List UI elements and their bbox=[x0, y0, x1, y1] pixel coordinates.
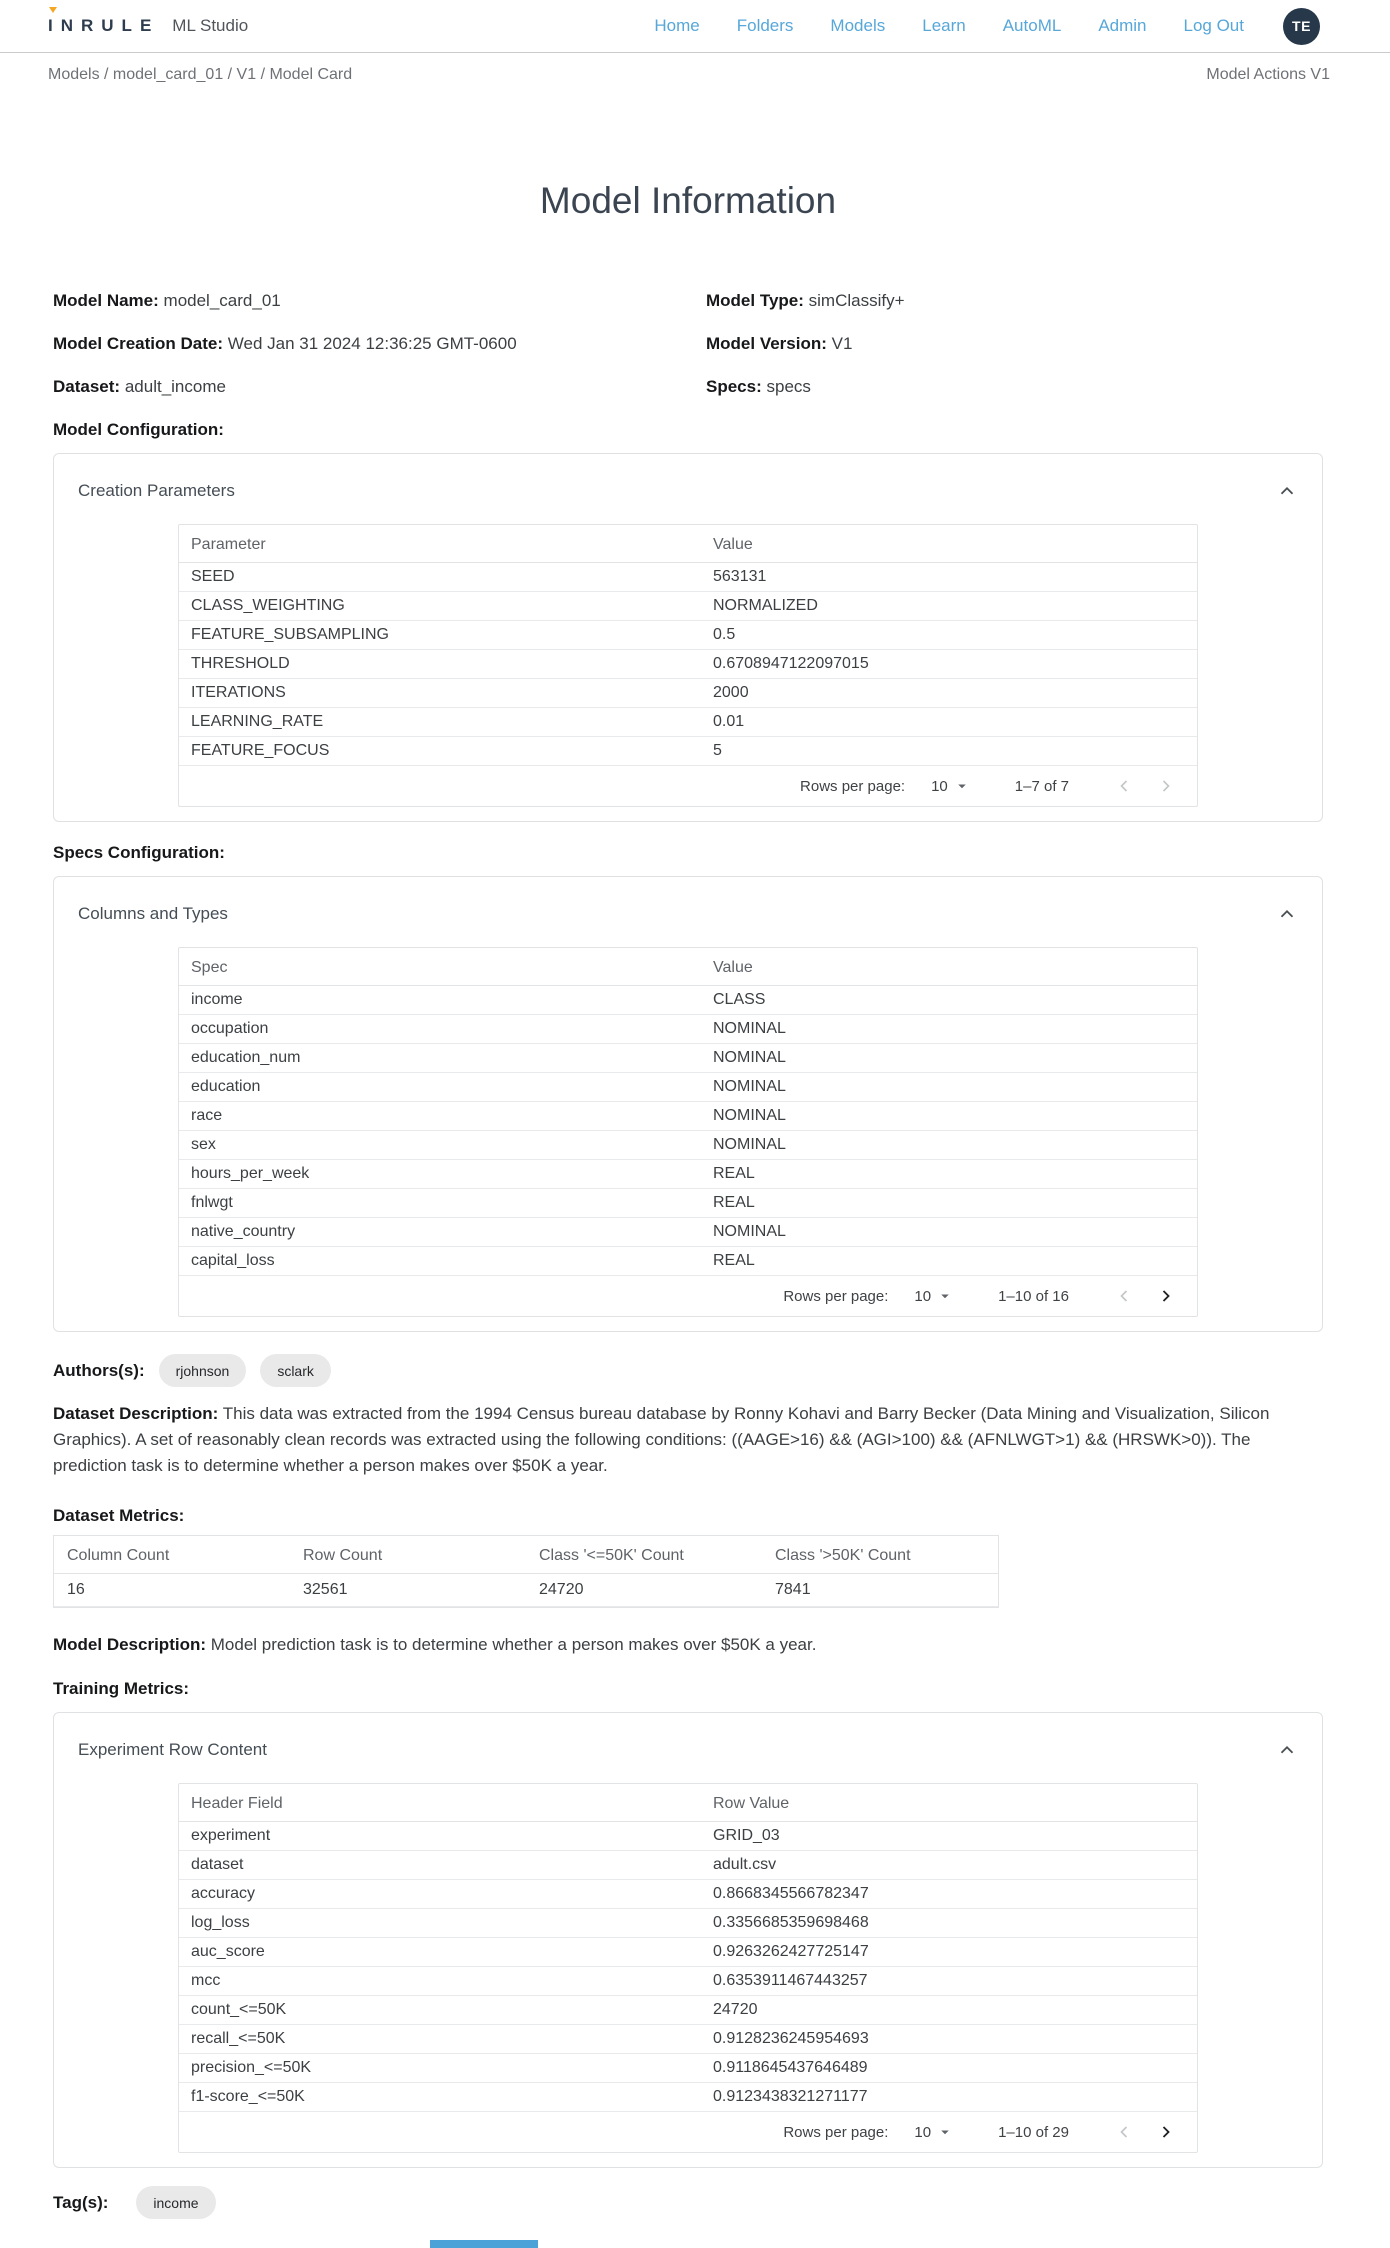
specs-label: Specs: bbox=[706, 377, 762, 396]
chevron-left-icon bbox=[1114, 1286, 1134, 1306]
experiment-row-content-table bbox=[178, 1783, 1198, 2153]
model-configuration-label: Model Configuration: bbox=[53, 420, 224, 439]
table-row bbox=[179, 2083, 1197, 2112]
metric-cell: 7841 bbox=[762, 1574, 998, 1607]
chevron-up-icon bbox=[1276, 903, 1298, 925]
inrule-logo-text: INRULE bbox=[48, 16, 160, 35]
dataset-metrics-table bbox=[53, 1535, 999, 1608]
param-cell: SEED bbox=[179, 563, 701, 592]
chevron-right-icon bbox=[1156, 2122, 1176, 2142]
value-cell: NOMINAL bbox=[701, 1044, 1197, 1073]
collapse-panel-button[interactable] bbox=[1276, 903, 1298, 925]
spec-cell: occupation bbox=[179, 1015, 701, 1044]
inrule-logo bbox=[48, 16, 159, 36]
columns-and-types-panel bbox=[53, 876, 1323, 1332]
model-actions-button[interactable]: Model Actions V1 bbox=[1206, 65, 1330, 83]
value-cell: 0.9123438321271177 bbox=[701, 2083, 1197, 2112]
previous-page-button bbox=[1103, 2122, 1145, 2142]
panel-title: Experiment Row Content bbox=[78, 1740, 267, 1759]
dataset-field bbox=[53, 378, 706, 396]
value-cell: 2000 bbox=[701, 679, 1197, 708]
value-cell: NOMINAL bbox=[701, 1218, 1197, 1247]
table-row bbox=[179, 737, 1197, 766]
training-metrics-label: Training Metrics: bbox=[53, 1679, 190, 1698]
value-cell: NORMALIZED bbox=[701, 592, 1197, 621]
table-row bbox=[179, 592, 1197, 621]
param-cell: LEARNING_RATE bbox=[179, 708, 701, 737]
column-header: Class '>50K' Count bbox=[762, 1536, 998, 1574]
author-chip: sclark bbox=[260, 1354, 331, 1387]
metric-cell: 16 bbox=[54, 1574, 290, 1607]
value-cell: REAL bbox=[701, 1160, 1197, 1189]
creation-parameters-panel bbox=[53, 453, 1323, 822]
table-header-row bbox=[179, 525, 1197, 563]
value-cell: GRID_03 bbox=[701, 1822, 1197, 1851]
next-page-button[interactable] bbox=[1145, 1286, 1187, 1306]
value-cell: NOMINAL bbox=[701, 1073, 1197, 1102]
meta-right-column bbox=[706, 292, 1323, 421]
panel-title: Creation Parameters bbox=[78, 481, 235, 500]
table-row bbox=[179, 679, 1197, 708]
panel-header[interactable] bbox=[78, 1739, 1298, 1761]
table-row bbox=[179, 2025, 1197, 2054]
spec-cell: race bbox=[179, 1102, 701, 1131]
model-creation-date-value: Wed Jan 31 2024 12:36:25 GMT-0600 bbox=[227, 334, 517, 353]
value-cell: 0.9128236245954693 bbox=[701, 2025, 1197, 2054]
field-cell: recall_<=50K bbox=[179, 2025, 701, 2054]
inrule-logo-mark-icon bbox=[49, 7, 57, 13]
rows-per-page-select[interactable] bbox=[931, 777, 971, 795]
nav-link-admin[interactable]: Admin bbox=[1098, 16, 1147, 35]
column-header: Column Count bbox=[54, 1536, 290, 1574]
model-type-field bbox=[706, 292, 1323, 310]
table-header-row bbox=[179, 948, 1197, 986]
table-row bbox=[179, 1218, 1197, 1247]
table-row bbox=[179, 1044, 1197, 1073]
param-cell: FEATURE_SUBSAMPLING bbox=[179, 621, 701, 650]
field-cell: accuracy bbox=[179, 1880, 701, 1909]
rows-per-page-select[interactable] bbox=[914, 1287, 954, 1305]
value-cell: 0.9263262427725147 bbox=[701, 1938, 1197, 1967]
chevron-right-icon bbox=[1156, 776, 1176, 796]
collapse-panel-button[interactable] bbox=[1276, 480, 1298, 502]
spec-cell: education bbox=[179, 1073, 701, 1102]
rows-per-page-label: Rows per page: bbox=[800, 777, 906, 795]
table-row bbox=[179, 1131, 1197, 1160]
dataset-description bbox=[53, 1401, 1323, 1479]
column-header: Class '<=50K' Count bbox=[526, 1536, 762, 1574]
value-cell: 5 bbox=[701, 737, 1197, 766]
value-cell: 0.01 bbox=[701, 708, 1197, 737]
table-row bbox=[54, 1574, 998, 1607]
column-header: Row Count bbox=[290, 1536, 526, 1574]
rows-per-page-value: 10 bbox=[914, 2123, 932, 2141]
next-page-button bbox=[1145, 776, 1187, 796]
metric-cell: 32561 bbox=[290, 1574, 526, 1607]
arrow-dropdown-icon bbox=[953, 777, 971, 795]
dataset-metrics-label: Dataset Metrics: bbox=[53, 1506, 185, 1525]
model-name-label: Model Name: bbox=[53, 291, 159, 310]
rows-per-page-value: 10 bbox=[914, 1287, 932, 1305]
table-row bbox=[179, 1880, 1197, 1909]
table-row bbox=[179, 650, 1197, 679]
field-cell: log_loss bbox=[179, 1909, 701, 1938]
chevron-left-icon bbox=[1114, 2122, 1134, 2142]
metric-cell: 24720 bbox=[526, 1574, 762, 1607]
value-cell: 0.6353911467443257 bbox=[701, 1967, 1197, 1996]
table-row bbox=[179, 986, 1197, 1015]
spec-cell: income bbox=[179, 986, 701, 1015]
field-cell: count_<=50K bbox=[179, 1996, 701, 2025]
spec-cell: native_country bbox=[179, 1218, 701, 1247]
table-row bbox=[179, 1851, 1197, 1880]
model-meta bbox=[53, 292, 1323, 421]
value-cell: 563131 bbox=[701, 563, 1197, 592]
previous-page-button bbox=[1103, 1286, 1145, 1306]
table-row bbox=[179, 1909, 1197, 1938]
bottom-cutoff-element bbox=[430, 2240, 538, 2248]
spec-cell: sex bbox=[179, 1131, 701, 1160]
model-version-label: Model Version: bbox=[706, 334, 827, 353]
model-card-content bbox=[0, 180, 1390, 2219]
param-cell: CLASS_WEIGHTING bbox=[179, 592, 701, 621]
rows-per-page-label: Rows per page: bbox=[783, 2123, 889, 2141]
model-name-field bbox=[53, 292, 706, 310]
nav-link-models[interactable]: Models bbox=[830, 16, 886, 35]
arrow-dropdown-icon bbox=[936, 2123, 954, 2141]
model-version-field bbox=[706, 335, 1323, 353]
model-creation-date-field bbox=[53, 335, 706, 353]
meta-left-column bbox=[53, 292, 706, 421]
value-cell: NOMINAL bbox=[701, 1131, 1197, 1160]
spec-cell: education_num bbox=[179, 1044, 701, 1073]
value-cell: 0.8668345566782347 bbox=[701, 1880, 1197, 1909]
column-header: Parameter bbox=[179, 525, 701, 563]
table-row bbox=[179, 708, 1197, 737]
panel-header[interactable] bbox=[78, 903, 1298, 925]
authors-label: Authors(s): bbox=[53, 1360, 145, 1380]
column-header: Value bbox=[701, 948, 1197, 986]
column-header: Value bbox=[701, 525, 1197, 563]
column-header: Spec bbox=[179, 948, 701, 986]
field-cell: dataset bbox=[179, 1851, 701, 1880]
field-cell: auc_score bbox=[179, 1938, 701, 1967]
nav-link-home[interactable]: Home bbox=[654, 16, 700, 35]
field-cell: experiment bbox=[179, 1822, 701, 1851]
table-pagination bbox=[179, 1276, 1197, 1316]
model-description bbox=[53, 1632, 1323, 1658]
table-row bbox=[179, 1102, 1197, 1131]
value-cell: 0.5 bbox=[701, 621, 1197, 650]
model-name-value: model_card_01 bbox=[163, 291, 281, 310]
table-header-row bbox=[54, 1536, 998, 1574]
table-row bbox=[179, 1160, 1197, 1189]
tags-label: Tag(s): bbox=[53, 2192, 109, 2212]
value-cell: CLASS bbox=[701, 986, 1197, 1015]
breadcrumb[interactable]: Models / model_card_01 / V1 / Model Card bbox=[48, 65, 353, 83]
panel-title: Columns and Types bbox=[78, 904, 228, 923]
table-pagination bbox=[179, 2112, 1197, 2152]
value-cell: 0.9118645437646489 bbox=[701, 2054, 1197, 2083]
rows-per-page-select[interactable] bbox=[914, 2123, 954, 2141]
author-chip: rjohnson bbox=[159, 1354, 247, 1387]
pagination-range: 1–10 of 16 bbox=[998, 1287, 1069, 1305]
columns-and-types-table bbox=[178, 947, 1198, 1317]
chevron-up-icon bbox=[1276, 1739, 1298, 1761]
column-header: Header Field bbox=[179, 1784, 701, 1822]
chevron-up-icon bbox=[1276, 480, 1298, 502]
value-cell: REAL bbox=[701, 1189, 1197, 1218]
table-row bbox=[179, 2054, 1197, 2083]
model-description-text: Model prediction task is to determine whether a person makes over $50K a year. bbox=[210, 1635, 817, 1654]
specs-value: specs bbox=[766, 377, 811, 396]
model-creation-date-label: Model Creation Date: bbox=[53, 334, 224, 353]
value-cell: adult.csv bbox=[701, 1851, 1197, 1880]
table-row bbox=[179, 1073, 1197, 1102]
table-row bbox=[179, 1996, 1197, 2025]
model-description-label: Model Description: bbox=[53, 1635, 207, 1654]
experiment-row-content-panel bbox=[53, 1712, 1323, 2168]
specs-configuration-label: Specs Configuration: bbox=[53, 843, 225, 862]
value-cell: NOMINAL bbox=[701, 1015, 1197, 1044]
product-name: ML Studio bbox=[172, 16, 249, 35]
table-header-row bbox=[179, 1784, 1197, 1822]
param-cell: THRESHOLD bbox=[179, 650, 701, 679]
pagination-range: 1–10 of 29 bbox=[998, 2123, 1069, 2141]
field-cell: precision_<=50K bbox=[179, 2054, 701, 2083]
table-row bbox=[179, 1247, 1197, 1276]
model-version-value: V1 bbox=[831, 334, 853, 353]
nav-link-folders[interactable]: Folders bbox=[736, 16, 794, 35]
value-cell: 0.3356685359698468 bbox=[701, 1909, 1197, 1938]
model-type-value: simClassify+ bbox=[808, 291, 905, 310]
value-cell: 0.6708947122097015 bbox=[701, 650, 1197, 679]
dataset-label: Dataset: bbox=[53, 377, 121, 396]
param-cell: ITERATIONS bbox=[179, 679, 701, 708]
table-pagination bbox=[179, 766, 1197, 806]
rows-per-page-value: 10 bbox=[931, 777, 948, 795]
field-cell: mcc bbox=[179, 1967, 701, 1996]
avatar[interactable]: TE bbox=[1283, 8, 1320, 45]
chevron-right-icon bbox=[1156, 1286, 1176, 1306]
nav-link-automl[interactable]: AutoML bbox=[1002, 16, 1062, 35]
tags-row bbox=[53, 2186, 1323, 2219]
field-cell: f1-score_<=50K bbox=[179, 2083, 701, 2112]
dataset-description-label: Dataset Description: bbox=[53, 1404, 219, 1423]
chevron-left-icon bbox=[1114, 776, 1134, 796]
table-row bbox=[179, 1938, 1197, 1967]
dataset-description-text: This data was extracted from the 1994 Census bureau database by Ronny Kohavi and Barry Becker (Data Mining and Visualization, Silicon Graphics). A set of reasonably clean records was extracted using the following conditions: ((AAGE>16) && (AGI>100) && (AFNLWGT>1) && (HRSWK>0)). The prediction task is to determine whether a person makes over $50K a year. bbox=[53, 1404, 1270, 1475]
previous-page-button bbox=[1103, 776, 1145, 796]
authors-row bbox=[53, 1354, 1323, 1387]
collapse-panel-button[interactable] bbox=[1276, 1739, 1298, 1761]
breadcrumb-bar bbox=[0, 53, 1390, 96]
table-row bbox=[179, 1967, 1197, 1996]
column-header: Row Value bbox=[701, 1784, 1197, 1822]
table-row bbox=[179, 621, 1197, 650]
dataset-value: adult_income bbox=[124, 377, 226, 396]
spec-cell: fnlwgt bbox=[179, 1189, 701, 1218]
page-title: Model Information bbox=[539, 180, 837, 221]
rows-per-page-label: Rows per page: bbox=[783, 1287, 889, 1305]
arrow-dropdown-icon bbox=[936, 1287, 954, 1305]
value-cell: 24720 bbox=[701, 1996, 1197, 2025]
nav-link-logout[interactable]: Log Out bbox=[1183, 16, 1244, 35]
value-cell: REAL bbox=[701, 1247, 1197, 1276]
creation-parameters-table bbox=[178, 524, 1198, 807]
table-row bbox=[179, 1189, 1197, 1218]
tag-chip: income bbox=[136, 2186, 215, 2219]
top-nav-bar bbox=[0, 0, 1390, 53]
table-row bbox=[179, 1015, 1197, 1044]
spec-cell: capital_loss bbox=[179, 1247, 701, 1276]
table-row bbox=[179, 563, 1197, 592]
pagination-range: 1–7 of 7 bbox=[1014, 777, 1069, 795]
model-type-label: Model Type: bbox=[706, 291, 804, 310]
param-cell: FEATURE_FOCUS bbox=[179, 737, 701, 766]
table-row bbox=[179, 1822, 1197, 1851]
spec-cell: hours_per_week bbox=[179, 1160, 701, 1189]
primary-nav bbox=[654, 8, 1320, 45]
nav-link-learn[interactable]: Learn bbox=[922, 16, 966, 35]
next-page-button[interactable] bbox=[1145, 2122, 1187, 2142]
panel-header[interactable] bbox=[78, 480, 1298, 502]
specs-field bbox=[706, 378, 1323, 396]
value-cell: NOMINAL bbox=[701, 1102, 1197, 1131]
brand[interactable] bbox=[48, 16, 248, 36]
